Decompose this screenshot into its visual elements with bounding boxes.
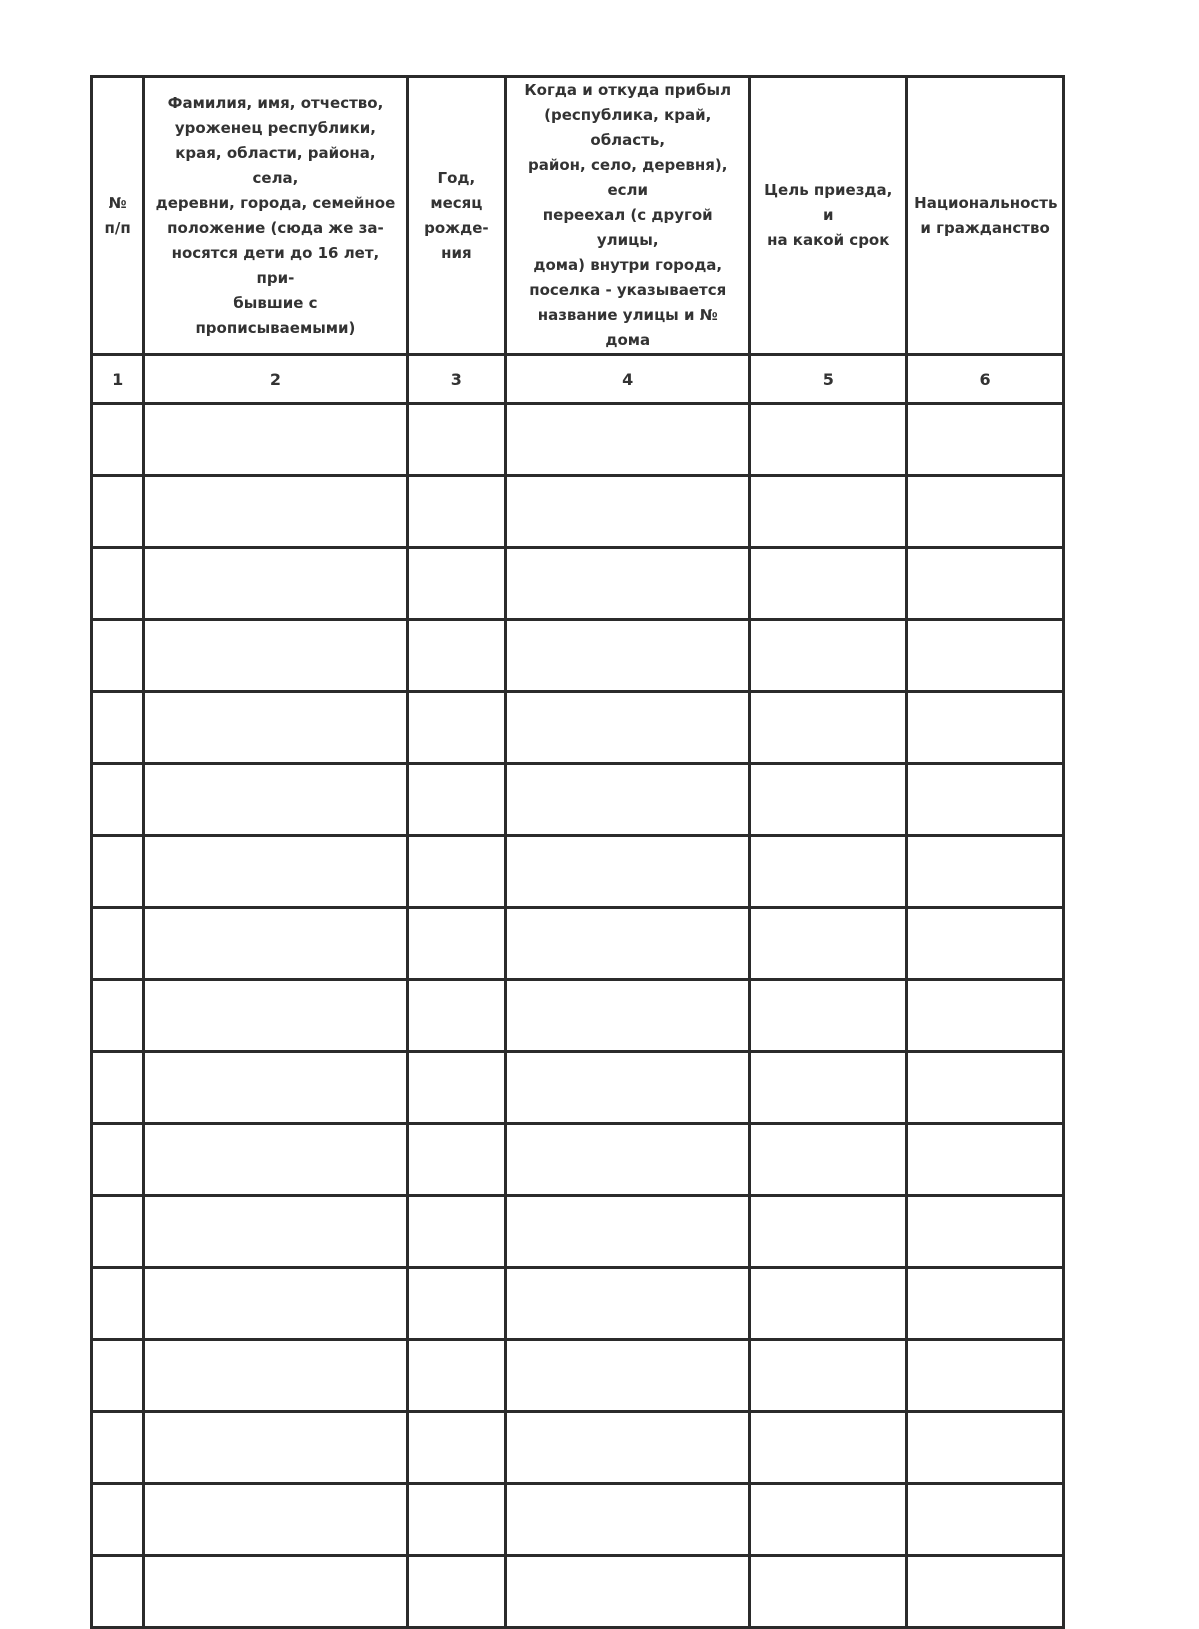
table-cell	[750, 476, 907, 548]
table-cell	[92, 1052, 144, 1124]
table-cell	[506, 1484, 750, 1556]
table-cell	[907, 1052, 1064, 1124]
table-cell	[907, 1124, 1064, 1196]
table-cell	[506, 1340, 750, 1412]
header-purpose-duration: Цель приезда, и на какой срок	[750, 77, 907, 355]
column-number: 6	[907, 355, 1064, 404]
table-cell	[92, 404, 144, 476]
column-number: 4	[506, 355, 750, 404]
table-cell	[506, 1556, 750, 1628]
table-cell	[92, 836, 144, 908]
table-cell	[92, 764, 144, 836]
table-cell	[750, 692, 907, 764]
table-cell	[144, 836, 407, 908]
table-cell	[907, 548, 1064, 620]
header-arrival-origin: Когда и откуда прибыл (республика, край, область, район, село, деревня), если переехал (с другой улицы, дома) внутри города, поселка - указывается название улицы и № дома	[506, 77, 750, 355]
column-number: 1	[92, 355, 144, 404]
table-row	[92, 908, 1064, 980]
table-row	[92, 1412, 1064, 1484]
table-row	[92, 836, 1064, 908]
table-cell	[144, 1196, 407, 1268]
table-cell	[407, 1268, 506, 1340]
table-cell	[144, 764, 407, 836]
table-row	[92, 692, 1064, 764]
table-cell	[750, 764, 907, 836]
column-number: 5	[750, 355, 907, 404]
table-cell	[407, 548, 506, 620]
table-cell	[750, 404, 907, 476]
table-cell	[407, 1340, 506, 1412]
table-cell	[144, 908, 407, 980]
table-cell	[907, 1556, 1064, 1628]
table-cell	[407, 1412, 506, 1484]
table-cell	[750, 1340, 907, 1412]
table-cell	[407, 980, 506, 1052]
header-birth-date: Год, месяц рожде- ния	[407, 77, 506, 355]
header-row	[92, 77, 1064, 355]
column-number-row	[92, 355, 1064, 404]
table-cell	[407, 908, 506, 980]
table-cell	[92, 980, 144, 1052]
table-cell	[750, 1268, 907, 1340]
table-cell	[144, 1484, 407, 1556]
table-cell	[407, 1484, 506, 1556]
table-row	[92, 1052, 1064, 1124]
table-cell	[144, 1268, 407, 1340]
table-cell	[407, 476, 506, 548]
table-cell	[506, 476, 750, 548]
registration-table	[90, 75, 1065, 1629]
table-cell	[750, 1196, 907, 1268]
table-cell	[144, 692, 407, 764]
table-cell	[144, 548, 407, 620]
table-cell	[144, 980, 407, 1052]
table-cell	[407, 764, 506, 836]
table-cell	[92, 1340, 144, 1412]
table-cell	[506, 1052, 750, 1124]
table-cell	[506, 1268, 750, 1340]
table-cell	[407, 1556, 506, 1628]
table-cell	[92, 620, 144, 692]
table-row	[92, 476, 1064, 548]
table-cell	[907, 1196, 1064, 1268]
table-cell	[407, 836, 506, 908]
table-cell	[750, 836, 907, 908]
table-cell	[907, 1484, 1064, 1556]
column-number: 3	[407, 355, 506, 404]
table-cell	[144, 1340, 407, 1412]
table-cell	[506, 764, 750, 836]
table-cell	[92, 1268, 144, 1340]
table-cell	[144, 620, 407, 692]
table-row	[92, 1196, 1064, 1268]
table-cell	[506, 836, 750, 908]
table-cell	[907, 620, 1064, 692]
table-cell	[506, 1124, 750, 1196]
table-cell	[506, 1412, 750, 1484]
table-cell	[407, 620, 506, 692]
table-cell	[750, 980, 907, 1052]
table-cell	[407, 404, 506, 476]
table-cell	[506, 548, 750, 620]
table-cell	[407, 1196, 506, 1268]
table-cell	[506, 692, 750, 764]
table-row	[92, 764, 1064, 836]
table-cell	[92, 476, 144, 548]
table-cell	[750, 620, 907, 692]
header-full-name: Фамилия, имя, отчество, уроженец республики, края, области, района, села, деревни, города, семейное положение (сюда же за- носятся дети до 16 лет, при- бывшие с прописываемыми)	[144, 77, 407, 355]
table-cell	[144, 476, 407, 548]
table-cell	[907, 692, 1064, 764]
table-cell	[506, 980, 750, 1052]
table-cell	[506, 404, 750, 476]
table-cell	[407, 692, 506, 764]
table-row	[92, 1124, 1064, 1196]
table-row	[92, 980, 1064, 1052]
table-cell	[506, 620, 750, 692]
table-cell	[506, 1196, 750, 1268]
table-cell	[506, 908, 750, 980]
table-row	[92, 620, 1064, 692]
table-cell	[144, 1124, 407, 1196]
table-cell	[907, 980, 1064, 1052]
table-cell	[750, 1124, 907, 1196]
table-cell	[750, 1484, 907, 1556]
table-cell	[407, 1124, 506, 1196]
table-row	[92, 1268, 1064, 1340]
table-cell	[92, 1124, 144, 1196]
table-cell	[144, 1052, 407, 1124]
table-cell	[907, 836, 1064, 908]
table-cell	[92, 1556, 144, 1628]
table-cell	[907, 1340, 1064, 1412]
table-row	[92, 404, 1064, 476]
header-nationality: Национальность и гражданство	[907, 77, 1064, 355]
table-cell	[907, 404, 1064, 476]
table-cell	[750, 1412, 907, 1484]
table-row	[92, 1484, 1064, 1556]
table-cell	[750, 548, 907, 620]
table-cell	[750, 1556, 907, 1628]
table-cell	[750, 1052, 907, 1124]
table-cell	[907, 476, 1064, 548]
table-cell	[92, 1196, 144, 1268]
table-cell	[907, 1268, 1064, 1340]
table-cell	[92, 1412, 144, 1484]
table-cell	[144, 404, 407, 476]
table-cell	[907, 764, 1064, 836]
table-cell	[144, 1412, 407, 1484]
table-row	[92, 548, 1064, 620]
table-row	[92, 1556, 1064, 1628]
entry-rows	[92, 404, 1064, 1628]
table-cell	[750, 908, 907, 980]
table-cell	[92, 908, 144, 980]
table-cell	[144, 1556, 407, 1628]
column-number: 2	[144, 355, 407, 404]
header-number: № п/п	[92, 77, 144, 355]
table-cell	[907, 1412, 1064, 1484]
table-cell	[407, 1052, 506, 1124]
table-cell	[92, 548, 144, 620]
table-cell	[92, 1484, 144, 1556]
table-cell	[907, 908, 1064, 980]
table-row	[92, 1340, 1064, 1412]
table-cell	[92, 692, 144, 764]
